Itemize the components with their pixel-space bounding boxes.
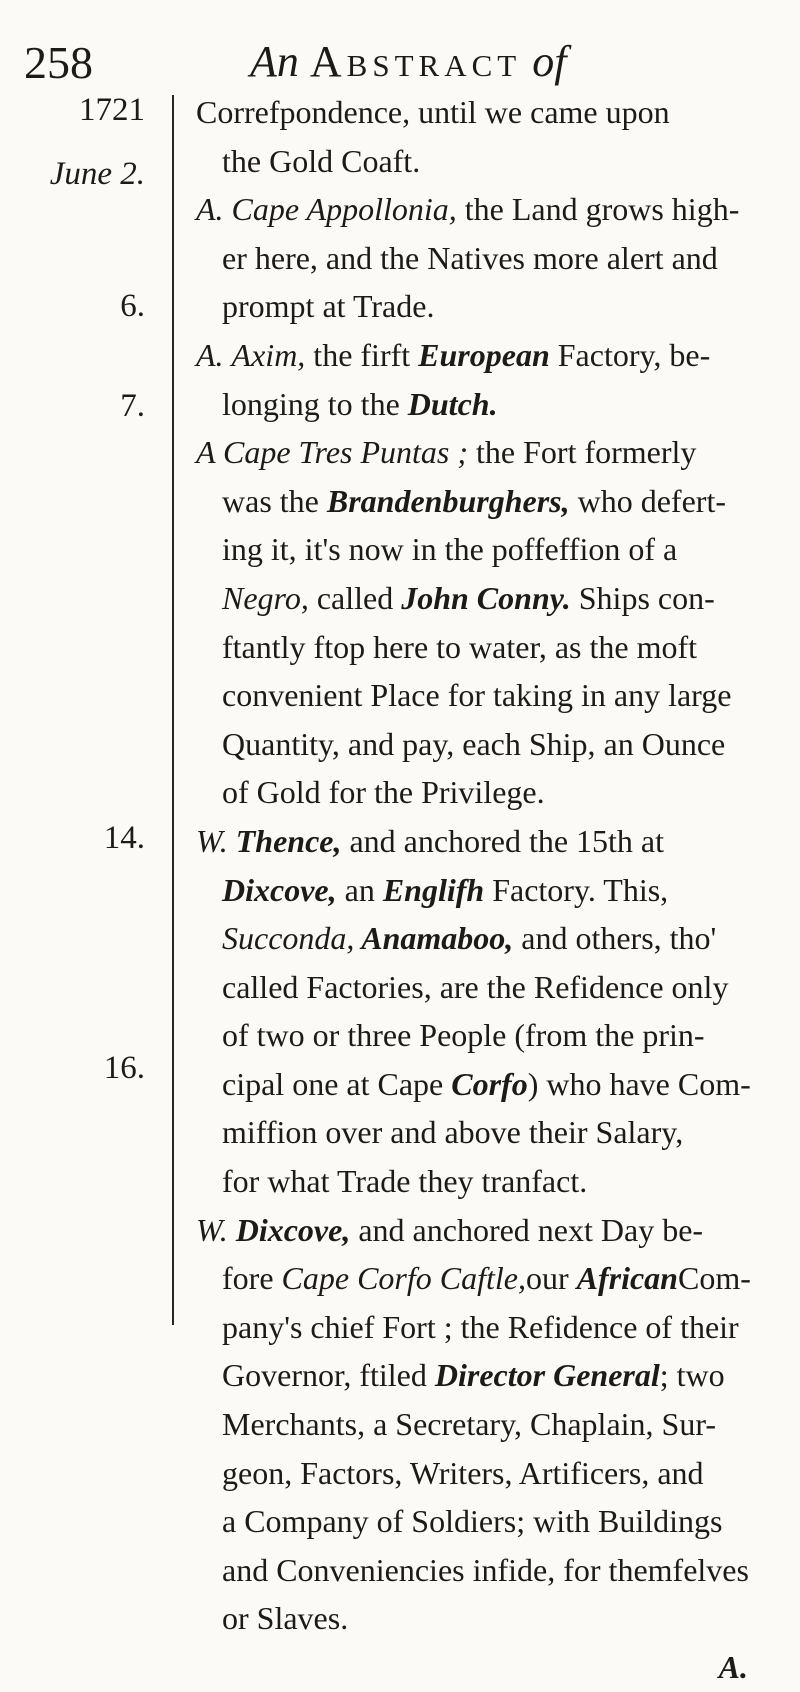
place-name: Dixcove, bbox=[222, 871, 337, 908]
catchword-text: A. bbox=[718, 1649, 748, 1685]
emphasis: Dutch. bbox=[407, 385, 498, 422]
text-line: a Company of Soldiers; with Buildings bbox=[222, 1503, 723, 1540]
place-name: Succonda, bbox=[222, 920, 355, 957]
text-line bbox=[196, 574, 776, 623]
text-line bbox=[196, 817, 776, 866]
running-head-an: An bbox=[250, 37, 299, 86]
text-line bbox=[196, 1206, 776, 1255]
text-line bbox=[196, 914, 776, 963]
text-line: Correfpondence, until we came upon bbox=[196, 94, 670, 130]
entry-marker: W. bbox=[196, 1211, 228, 1248]
margin-day-7: 7. bbox=[120, 388, 145, 424]
text-line: for what Trade they tranfact. bbox=[222, 1163, 588, 1200]
text-span: the Fort formerly bbox=[468, 434, 697, 471]
text-span: who defert- bbox=[569, 482, 726, 519]
text-span: was the bbox=[222, 482, 327, 519]
entry-marker: W. bbox=[196, 822, 228, 859]
text-line: called Factories, are the Refidence only bbox=[222, 968, 729, 1005]
text-span: ; two bbox=[659, 1357, 725, 1394]
body-text bbox=[196, 88, 776, 1692]
margin-day-6: 6. bbox=[120, 288, 145, 324]
text-line bbox=[196, 1351, 776, 1400]
text-span: cipal one at Cape bbox=[222, 1065, 452, 1102]
text-span: Ships con- bbox=[570, 579, 715, 616]
emphasis: European bbox=[418, 336, 550, 373]
place-name: Axim, bbox=[231, 336, 306, 373]
text-line: or Slaves. bbox=[222, 1600, 349, 1637]
text-span: Governor, ftiled bbox=[222, 1357, 435, 1394]
margin-day-16: 16. bbox=[103, 1050, 145, 1086]
text-line: pany's chief Fort ; the Refidence of their bbox=[222, 1308, 739, 1345]
text-span: our bbox=[525, 1260, 577, 1297]
emphasis: Negro, bbox=[222, 579, 309, 616]
margin-rule bbox=[172, 95, 174, 1325]
text-span: Factory, be- bbox=[549, 336, 711, 373]
text-line bbox=[196, 331, 776, 380]
text-line: ftantly ftop here to water, as the moft bbox=[222, 628, 697, 665]
text-span: and others, tho' bbox=[513, 920, 717, 957]
running-head bbox=[250, 37, 567, 86]
running-head-abstract: Abstract bbox=[309, 37, 522, 86]
margin-year: 1721 bbox=[79, 92, 145, 128]
entry-marker: A bbox=[196, 434, 215, 471]
text-line: of Gold for the Privilege. bbox=[222, 774, 545, 811]
entry-marker: A. bbox=[196, 336, 224, 373]
text-line: the Gold Coaft. bbox=[222, 142, 421, 179]
text-line: miffion over and above their Salary, bbox=[222, 1114, 684, 1151]
place-name: Cape Appollonia, bbox=[231, 191, 457, 228]
place-name: Cape Corfo Caftle, bbox=[281, 1260, 526, 1297]
emphasis: Brandenburghers, bbox=[326, 482, 570, 519]
text-span: the Land grows high- bbox=[456, 191, 740, 228]
text-line bbox=[196, 477, 776, 526]
text-line: geon, Factors, Writers, Artificers, and bbox=[222, 1454, 704, 1491]
text-span: longing to the bbox=[222, 385, 408, 422]
running-head-of: of bbox=[532, 37, 567, 86]
emphasis: Director General bbox=[434, 1357, 660, 1394]
place-name: Corfo bbox=[451, 1065, 528, 1102]
place-name: Dixcove, bbox=[227, 1211, 351, 1248]
text-span: and anchored the 15th at bbox=[341, 822, 665, 859]
emphasis: Englifh bbox=[382, 871, 485, 908]
text-line bbox=[196, 866, 776, 915]
text-line: er here, and the Natives more alert and bbox=[222, 239, 718, 276]
text-line: and Conveniencies infide, for themfelves bbox=[222, 1551, 749, 1588]
margin-june-2: June 2. bbox=[49, 156, 145, 192]
place-name: Cape Tres Puntas ; bbox=[214, 434, 469, 471]
text-line: prompt at Trade. bbox=[222, 288, 435, 325]
page-number: 258 bbox=[24, 37, 93, 88]
text-span: Com- bbox=[677, 1260, 751, 1297]
text-line bbox=[196, 380, 776, 429]
text-line bbox=[196, 1254, 776, 1303]
text-line: ing it, it's now in the poffeffion of a bbox=[222, 531, 678, 568]
place-name: Anamaboo, bbox=[354, 920, 514, 957]
emphasis: Thence, bbox=[227, 822, 342, 859]
text-line: Merchants, a Secretary, Chaplain, Sur- bbox=[222, 1406, 716, 1443]
text-line: of two or three People (from the prin- bbox=[222, 1017, 705, 1054]
text-line bbox=[196, 1060, 776, 1109]
emphasis: African bbox=[576, 1260, 678, 1297]
text-line: convenient Place for taking in any large bbox=[222, 677, 732, 714]
text-line: Quantity, and pay, each Ship, an Ounce bbox=[222, 725, 726, 762]
emphasis: John Conny. bbox=[401, 579, 571, 616]
text-span: and anchored next Day be- bbox=[350, 1211, 704, 1248]
catchword bbox=[196, 1643, 776, 1692]
text-line bbox=[196, 428, 776, 477]
text-span: called bbox=[308, 579, 402, 616]
text-span: the firft bbox=[305, 336, 419, 373]
text-line bbox=[196, 185, 776, 234]
entry-marker: A. bbox=[196, 191, 224, 228]
text-span: an bbox=[336, 871, 383, 908]
text-span: Factory. This, bbox=[484, 871, 669, 908]
margin-day-14: 14. bbox=[103, 820, 145, 856]
text-span: fore bbox=[222, 1260, 282, 1297]
text-span: ) who have Com- bbox=[527, 1065, 751, 1102]
